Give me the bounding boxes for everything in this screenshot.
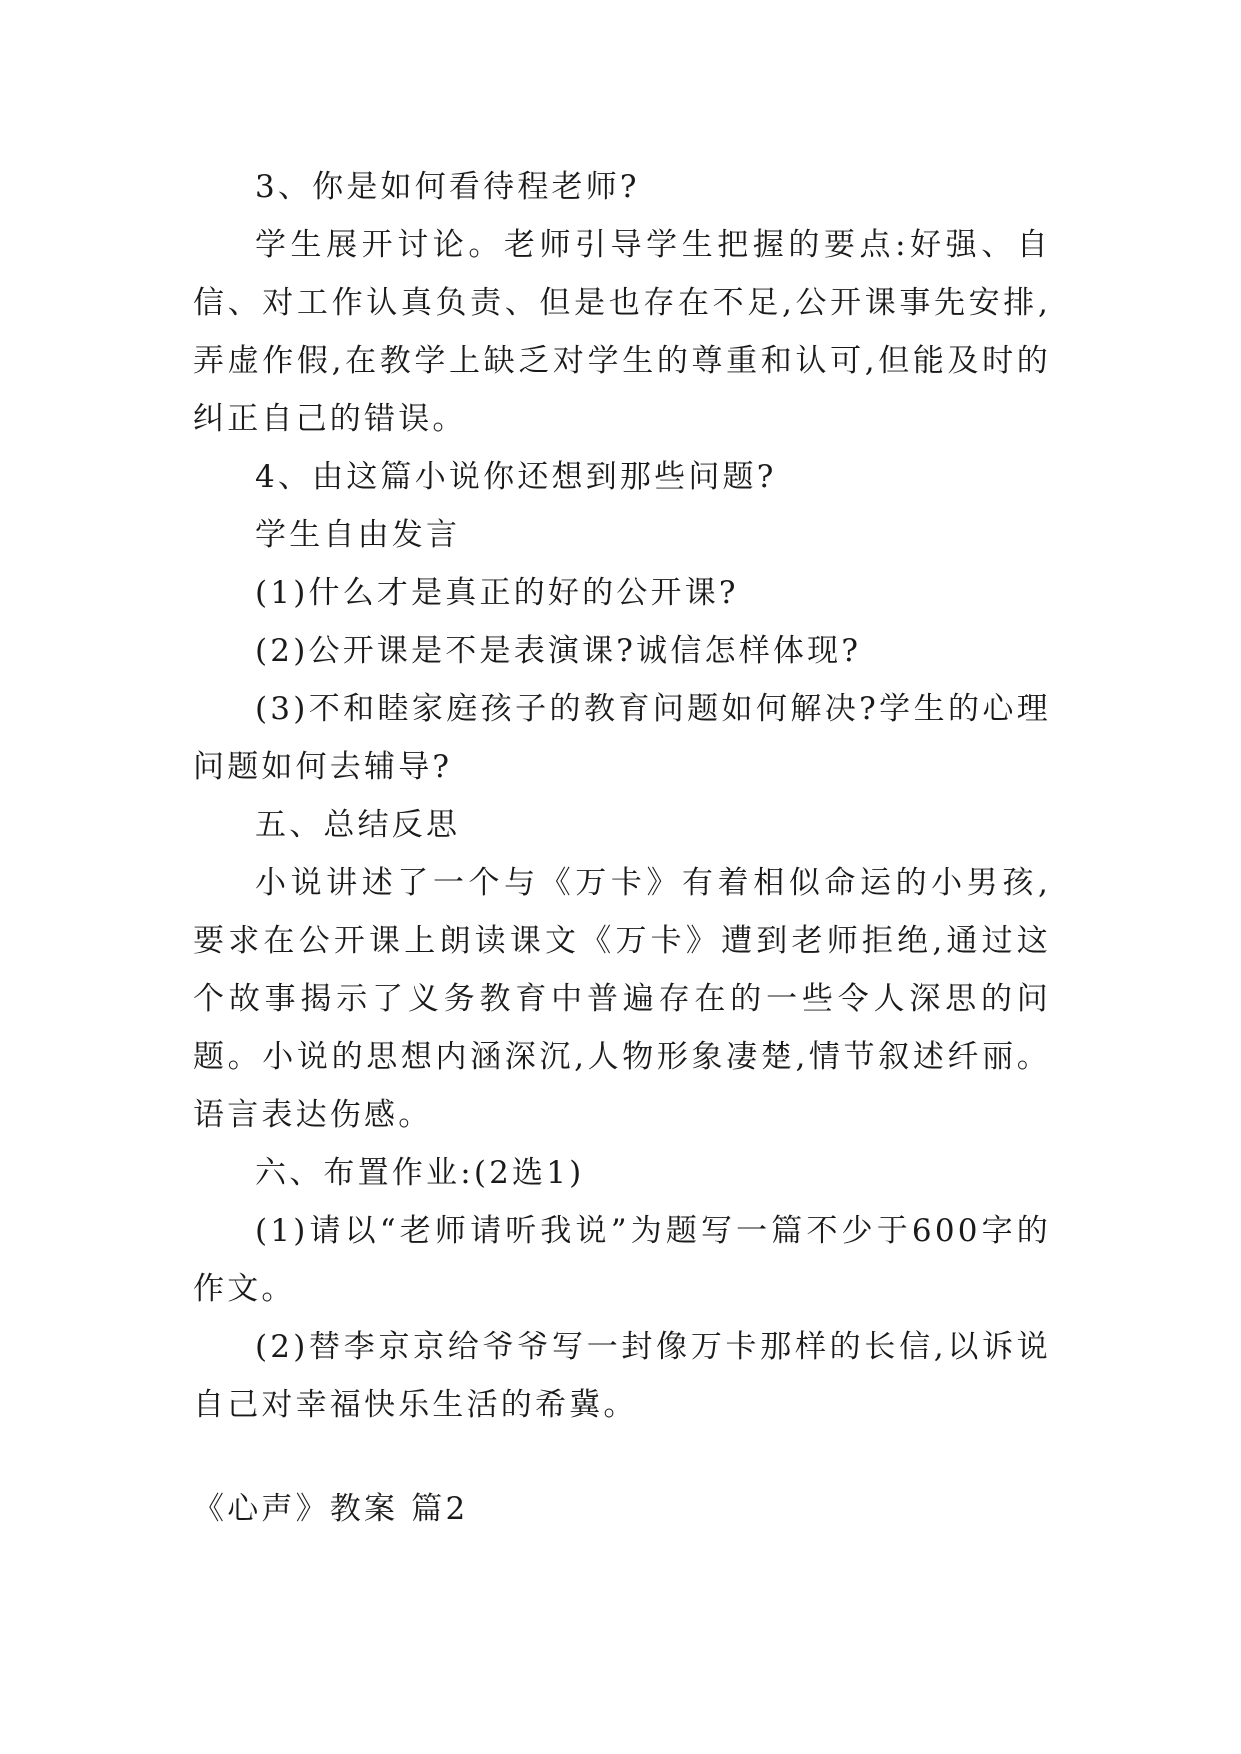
paragraph-summary: 小说讲述了一个与《万卡》有着相似命运的小男孩,要求在公开课上朗读课文《万卡》遭到老师拒绝,通过这个故事揭示了义务教育中普遍存在的一些令人深思的问题。小说的思想内涵深沉,人物形象凄楚,情节叙述纤丽。语言表达伤感。 — [193, 865, 1051, 1133]
paragraph-homework-1: (1)请以“老师请听我说”为题写一篇不少于600字的作文。 — [193, 1213, 1051, 1307]
paragraph-item-3: (3)不和睦家庭孩子的教育问题如何解决?学生的心理问题如何去辅导? — [193, 691, 1051, 785]
document-body — [193, 158, 1051, 1434]
paragraph-item-2: (2)公开课是不是表演课?诚信怎样体现? — [255, 633, 862, 669]
paragraph-item-1: (1)什么才是真正的好的公开课? — [255, 575, 739, 611]
section-title: 《心声》教案 篇2 — [193, 1491, 469, 1527]
heading-homework: 六、布置作业:(2选1) — [255, 1155, 585, 1191]
paragraph-question-3: 3、你是如何看待程老师? — [255, 169, 640, 205]
heading-summary: 五、总结反思 — [255, 807, 461, 843]
paragraph-discussion: 学生展开讨论。老师引导学生把握的要点:好强、自信、对工作认真负责、但是也存在不足,公开课事先安排,弄虚作假,在教学上缺乏对学生的尊重和认可,但能及时的纠正自己的错误。 — [193, 227, 1051, 437]
paragraph-free-speech: 学生自由发言 — [255, 517, 461, 553]
paragraph-homework-2: (2)替李京京给爷爷写一封像万卡那样的长信,以诉说自己对幸福快乐生活的希冀。 — [193, 1329, 1051, 1423]
paragraph-question-4: 4、由这篇小说你还想到那些问题? — [255, 459, 777, 495]
